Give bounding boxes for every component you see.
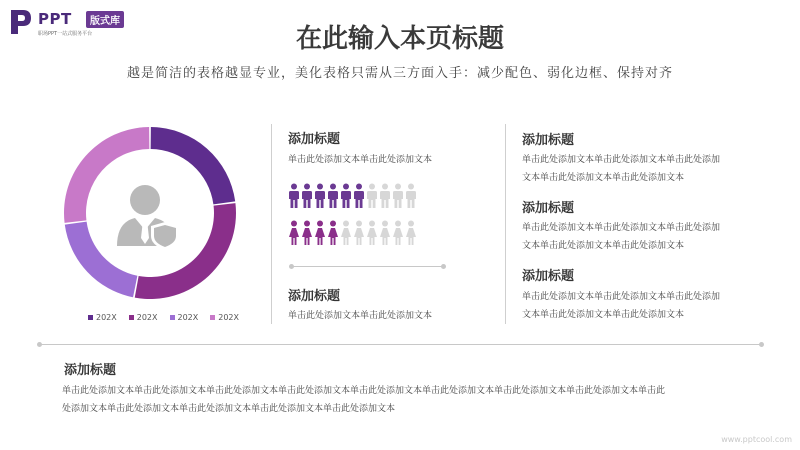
legend-swatch-2 (129, 315, 134, 320)
right-text-1a: 单击此处添加文本单击此处添加文本单击此处添加 (522, 155, 721, 165)
page-title: 在此输入本页标题 (295, 24, 504, 54)
person-icon-filled (314, 220, 326, 246)
page-subtitle: 越是简洁的表格越显专业，美化表格只需从三方面入手：减少配色、弱化边框、保持对齐 (126, 66, 673, 81)
person-icon-filled (353, 183, 365, 209)
person-icon-empty (366, 183, 378, 209)
person-icon-filled (288, 220, 300, 246)
right-text-3b: 文本单击此处添加文本单击此处添加文本 (522, 310, 685, 320)
person-icon-filled (301, 220, 313, 246)
person-icon-empty (379, 183, 391, 209)
divider-left (271, 124, 272, 324)
person-icon-filled (327, 220, 339, 246)
legend-label: 202X (177, 313, 199, 322)
mid-divider-dot-right (441, 264, 446, 269)
person-icon-empty (353, 220, 365, 246)
right-text-2a: 单击此处添加文本单击此处添加文本单击此处添加 (522, 223, 721, 233)
logo-name: PPT (38, 10, 72, 28)
legend-label: 202X (218, 313, 239, 322)
donut-segment-2 (135, 203, 236, 299)
divider-right (505, 124, 506, 324)
logo-badge: 版式库 (86, 11, 124, 28)
person-icon-filled (288, 183, 300, 209)
person-icon-filled (340, 183, 352, 209)
mid-heading-2: 添加标题 (288, 289, 341, 304)
person-icon-empty (405, 220, 417, 246)
right-heading-2: 添加标题 (522, 201, 575, 216)
person-icon-empty (340, 220, 352, 246)
legend-swatch-4 (210, 315, 215, 320)
person-icon-filled (327, 183, 339, 209)
person-icon-empty (366, 220, 378, 246)
person-icon-filled (314, 183, 326, 209)
watermark: www.pptcool.com (721, 435, 792, 444)
person-icon-empty (379, 220, 391, 246)
logo-tagline: 职场PPT一站式服务平台 (38, 31, 93, 37)
legend-label: 202X (136, 313, 158, 322)
bottom-divider (41, 344, 761, 345)
legend-swatch-3 (170, 315, 175, 320)
bottom-heading: 添加标题 (64, 363, 117, 378)
mid-text-1: 单击此处添加文本单击此处添加文本 (288, 155, 433, 165)
legend-swatch-1 (88, 315, 93, 320)
legend-item (88, 313, 117, 322)
people-row-2 (288, 220, 417, 246)
right-text-2b: 文本单击此处添加文本单击此处添加文本 (522, 241, 685, 251)
mid-text-2: 单击此处添加文本单击此处添加文本 (288, 311, 433, 321)
donut-chart (55, 118, 245, 308)
right-text-3a: 单击此处添加文本单击此处添加文本单击此处添加 (522, 292, 721, 302)
person-icon-empty (392, 183, 404, 209)
person-icon-empty (405, 183, 417, 209)
legend-item (170, 313, 199, 322)
right-heading-3: 添加标题 (522, 269, 575, 284)
legend-label: 202X (96, 313, 117, 322)
people-row-1 (288, 183, 417, 209)
legend-item (129, 313, 158, 322)
bottom-text-1: 单击此处添加文本单击此处添加文本单击此处添加文本单击此处添加文本单击此处添加文本单击此处添加文本单击此处添加文本单击此处添加文本单击此 (62, 386, 666, 396)
bottom-text-2: 处添加文本单击此处添加文本单击此处添加文本单击此处添加文本单击此处添加文本 (62, 404, 396, 414)
legend-item (210, 313, 239, 322)
person-shield-icon (117, 185, 179, 250)
person-icon-filled (301, 183, 313, 209)
donut-segment-1 (151, 127, 236, 204)
right-heading-1: 添加标题 (522, 133, 575, 148)
mid-heading-1: 添加标题 (288, 132, 341, 147)
chart-legend (88, 313, 239, 322)
person-icon-empty (392, 220, 404, 246)
right-text-1b: 文本单击此处添加文本单击此处添加文本 (522, 173, 685, 183)
mid-divider (293, 266, 443, 267)
bottom-divider-dot-right (759, 342, 764, 347)
